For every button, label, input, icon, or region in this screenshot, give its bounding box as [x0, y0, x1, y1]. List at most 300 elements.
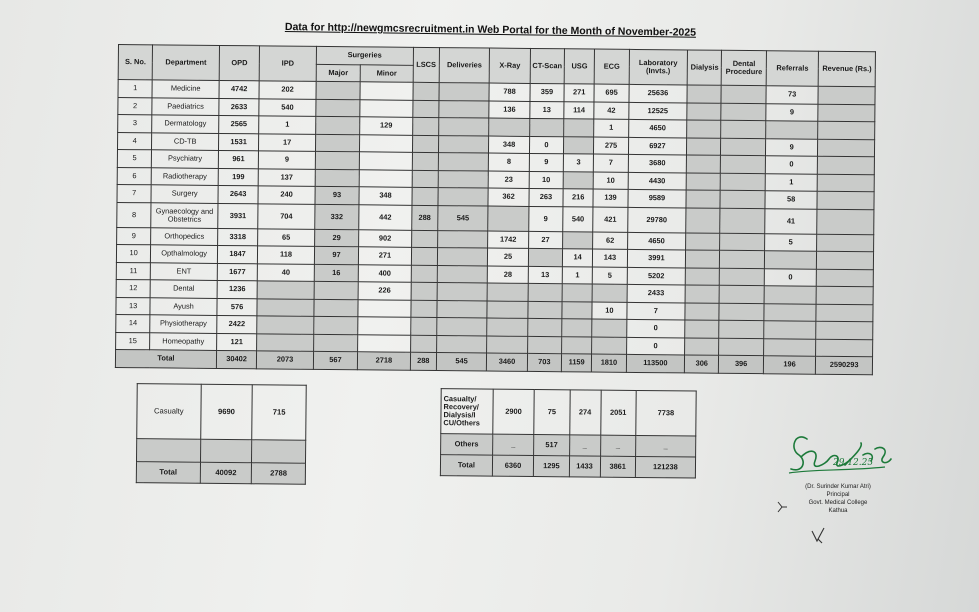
cell-xray: 136 [489, 101, 530, 119]
total-ecg: 1810 [592, 354, 626, 372]
cell-ct: 359 [530, 83, 564, 101]
handwritten-signature [785, 425, 895, 485]
cell-lscs [413, 82, 439, 100]
casualty-total-ipd: 2788 [252, 463, 306, 485]
header-minor: Minor [360, 64, 413, 82]
cell-ipd: 65 [258, 228, 315, 246]
cell-ecg: 7 [594, 154, 628, 172]
cell-lscs [410, 317, 436, 335]
page-title: Data for http://newgmcsrecruitment.in Web Portal for the Month of November-2025 [284, 21, 697, 39]
cell-dialysis [687, 85, 721, 103]
cell-ct [527, 318, 561, 336]
cell-deliveries [438, 170, 489, 188]
total-minor: 2718 [358, 352, 411, 370]
cell-revenue [817, 234, 874, 252]
cell-dental [719, 338, 764, 356]
cell-ct [528, 248, 562, 266]
cell-major [316, 99, 361, 117]
cell-major: 29 [314, 229, 359, 247]
cell-sno: 4 [117, 132, 151, 150]
cell-usg: 114 [564, 101, 594, 119]
cell-lab: 3680 [628, 154, 687, 172]
summary-total-row [440, 455, 695, 478]
cell-lab: 6927 [628, 137, 687, 155]
signature-block [790, 483, 886, 515]
cell-dialysis [687, 137, 721, 155]
header-deliveries: Deliveries [439, 48, 490, 83]
cell-dental [720, 190, 765, 208]
handwritten-arrow-mark [775, 500, 789, 514]
total-dental: 396 [719, 355, 764, 373]
cell-minor: 348 [359, 187, 412, 205]
cell-sno: 5 [117, 149, 151, 167]
cell-dental [721, 173, 766, 191]
cell-ct: 9 [529, 153, 563, 171]
cell-xray [487, 301, 528, 319]
cell-deliveries [436, 335, 487, 353]
cell-dental [721, 85, 766, 103]
investigations-summary-table [440, 388, 697, 478]
total-lab: 113500 [626, 354, 685, 372]
cell-ipd: 240 [258, 186, 315, 204]
total-deliveries: 545 [436, 353, 487, 371]
cell-deliveries [438, 135, 489, 153]
total-lscs: 288 [410, 352, 436, 370]
cell-lab: 0 [626, 337, 685, 355]
cell-referrals: 9 [766, 103, 819, 121]
casualty-row [137, 384, 307, 441]
header-revenue: Revenue (Rs.) [818, 51, 875, 87]
cell-xray: 788 [489, 83, 530, 101]
cell-revenue [817, 251, 874, 269]
cell-dept: Paediatrics [152, 97, 219, 115]
cell-ecg: 695 [594, 84, 628, 102]
cell-opd: 576 [217, 298, 258, 316]
cell-minor [358, 299, 411, 317]
cell-revenue [817, 209, 874, 235]
cell-referrals: 73 [766, 86, 819, 104]
cell-dialysis [685, 337, 719, 355]
cell-revenue [818, 139, 875, 157]
cell-ct: 0 [529, 136, 563, 154]
cell-dialysis [686, 207, 721, 232]
cell-xray: 23 [489, 171, 530, 189]
cell-deliveries [437, 300, 488, 318]
cell-lscs [412, 117, 438, 135]
cell-minor [360, 99, 413, 117]
cell-lscs [412, 170, 438, 188]
cell-xray [487, 283, 528, 301]
cell-ct [529, 118, 563, 136]
cell-major [314, 281, 359, 299]
cell-lab: 7 [627, 302, 686, 320]
cell-ct [528, 283, 562, 301]
total-dialysis: 306 [685, 355, 719, 373]
cell-dept: Surgery [151, 185, 218, 203]
cell-minor: 226 [358, 282, 411, 300]
cell-major: 332 [315, 204, 360, 229]
cell-ipd [257, 281, 314, 299]
cell-ipd: 17 [259, 133, 316, 151]
cell-ipd: 704 [258, 203, 315, 229]
cell-opd: 2565 [219, 115, 260, 133]
summary-others-ct: 517 [534, 434, 569, 455]
cell-sno: 7 [117, 184, 151, 202]
cell-ecg: 5 [593, 267, 627, 285]
cell-major: 93 [315, 186, 360, 204]
cell-referrals: 41 [765, 208, 818, 234]
cell-revenue [816, 321, 873, 339]
cell-usg: 540 [563, 206, 594, 231]
cell-referrals: 0 [764, 268, 817, 286]
cell-usg: 1 [562, 266, 592, 284]
cell-dept: Ayush [150, 297, 217, 315]
cell-lscs [413, 100, 439, 118]
cell-lab: 29780 [627, 207, 686, 233]
cell-sno: 15 [116, 332, 150, 350]
cell-opd: 1531 [218, 133, 259, 151]
cell-revenue [817, 174, 874, 192]
cell-sno: 1 [118, 79, 152, 97]
cell-revenue [818, 86, 875, 104]
summary-total-usg: 1433 [569, 456, 600, 477]
cell-minor [360, 152, 413, 170]
cell-revenue [818, 121, 875, 139]
cell-deliveries [438, 153, 489, 171]
cell-opd: 199 [218, 168, 259, 186]
header-row-1 [118, 44, 875, 69]
cell-major: 97 [314, 246, 359, 264]
cell-usg: 216 [563, 189, 593, 207]
summary-others-lab: _ [635, 435, 695, 457]
cell-sno: 14 [116, 314, 150, 332]
cell-lscs [411, 230, 437, 248]
cell-usg [564, 119, 594, 137]
cell-ipd: 137 [258, 168, 315, 186]
cell-usg [562, 319, 592, 337]
cell-referrals [764, 286, 817, 304]
header-opd: OPD [219, 45, 260, 80]
cell-usg [564, 136, 594, 154]
cell-lab: 12525 [628, 102, 687, 120]
cell-ecg [592, 319, 626, 337]
cell-dept: Medicine [152, 80, 219, 98]
cell-lscs [412, 135, 438, 153]
summary-casualty-row [441, 389, 696, 436]
cell-lab: 4650 [627, 232, 686, 250]
cell-revenue [816, 304, 873, 322]
cell-dialysis [686, 232, 720, 250]
cell-lscs [412, 152, 438, 170]
casualty-ipd: 715 [252, 385, 306, 441]
cell-ipd [257, 316, 314, 334]
cell-dept: Radiotherapy [151, 167, 218, 185]
cell-referrals: 0 [765, 156, 818, 174]
cell-ecg: 62 [593, 232, 627, 250]
cell-usg [563, 231, 593, 249]
total-ipd: 2073 [257, 351, 314, 369]
cell-ipd: 40 [258, 263, 315, 281]
total-major: 567 [313, 351, 358, 369]
cell-ct: 27 [528, 231, 562, 249]
cell-lscs [411, 265, 437, 283]
cell-lab: 9589 [628, 189, 687, 207]
cell-sno: 11 [116, 262, 150, 280]
cell-deliveries [437, 248, 488, 266]
casualty-spacer [252, 440, 306, 464]
header-surgeries: Surgeries [316, 46, 413, 64]
cell-opd: 1847 [217, 245, 258, 263]
header-dialysis: Dialysis [687, 50, 722, 85]
cell-dept: Orthopedics [151, 227, 218, 245]
cell-deliveries [438, 188, 489, 206]
cell-ct [528, 301, 562, 319]
summary-casualty-label: Casualty/ Recovery/ Dialysis/I CU/Others [441, 389, 493, 434]
cell-lab: 2433 [627, 284, 686, 302]
cell-major [314, 316, 359, 334]
cell-dental [721, 155, 766, 173]
cell-sno: 6 [117, 167, 151, 185]
cell-xray [489, 118, 530, 136]
cell-dental [720, 250, 765, 268]
cell-dental [721, 120, 766, 138]
cell-major: 16 [314, 264, 359, 282]
header-xray: X-Ray [490, 48, 531, 83]
cell-usg [562, 284, 592, 302]
cell-xray: 28 [488, 266, 529, 284]
cell-opd: 961 [218, 150, 259, 168]
cell-major [315, 169, 360, 187]
cell-minor: 271 [359, 247, 412, 265]
cell-minor: 902 [359, 229, 412, 247]
header-usg: USG [564, 49, 595, 84]
header-department: Department [152, 45, 219, 81]
summary-casualty-ecg: 2051 [600, 390, 636, 435]
cell-lscs [411, 282, 437, 300]
cell-dialysis [685, 285, 719, 303]
cell-xray [487, 336, 528, 354]
casualty-spacer-row [137, 439, 306, 464]
cell-lab: 5202 [627, 267, 686, 285]
cell-lab: 0 [626, 319, 685, 337]
header-ecg: ECG [594, 49, 629, 84]
total-ct: 703 [527, 353, 561, 371]
cell-ecg: 10 [592, 302, 626, 320]
summary-casualty-ct: 75 [534, 389, 570, 434]
cell-usg: 3 [563, 154, 593, 172]
handwritten-initial-mark [808, 525, 830, 547]
cell-usg [562, 336, 592, 354]
cell-ecg [592, 337, 626, 355]
cell-revenue [816, 286, 873, 304]
cell-sno: 10 [116, 244, 150, 262]
cell-dept: Gynaecology and Obstetrics [151, 202, 218, 228]
header-major: Major [316, 64, 361, 82]
header-dental-procedure: Dental Procedure [722, 50, 767, 85]
summary-others-row [441, 434, 696, 457]
summary-total-label: Total [440, 455, 492, 476]
cell-deliveries [437, 265, 488, 283]
summary-total-ct: 1295 [534, 455, 569, 476]
cell-deliveries [437, 283, 488, 301]
cell-lscs [412, 187, 438, 205]
cell-ecg: 275 [594, 137, 628, 155]
cell-deliveries [437, 318, 488, 336]
cell-major [313, 334, 358, 352]
cell-minor: 129 [360, 117, 413, 135]
main-table-body [116, 79, 876, 356]
summary-total-xray: 6360 [492, 455, 534, 476]
signatory-place: Kathua [828, 508, 848, 515]
cell-xray: 348 [489, 136, 530, 154]
summary-casualty-lab: 7738 [636, 390, 697, 436]
cell-referrals: 5 [764, 233, 817, 251]
casualty-table [136, 383, 307, 485]
cell-referrals [764, 251, 817, 269]
cell-dialysis [686, 172, 720, 190]
cell-opd: 1677 [217, 263, 258, 281]
cell-usg: 271 [564, 84, 594, 102]
cell-referrals: 1 [765, 173, 818, 191]
cell-lab: 4430 [628, 172, 687, 190]
casualty-opd: 9690 [200, 384, 252, 439]
cell-dept: Homeopathy [150, 332, 217, 350]
casualty-total-label: Total [136, 462, 200, 484]
summary-others-label: Others [441, 434, 493, 455]
cell-minor: 400 [358, 264, 411, 282]
signatory-name: (Dr. Surinder Kumar Atri) [805, 484, 871, 490]
cell-xray [488, 206, 529, 231]
signatory-org: Govt. Medical College [808, 500, 868, 507]
cell-deliveries: 545 [438, 205, 489, 230]
header-ipd: IPD [259, 46, 316, 82]
cell-xray: 362 [488, 188, 529, 206]
cell-revenue [817, 269, 874, 287]
cell-ipd [257, 298, 314, 316]
cell-deliveries [439, 100, 490, 118]
casualty-spacer [137, 439, 201, 463]
cell-xray: 1742 [488, 231, 529, 249]
cell-sno: 8 [117, 202, 152, 227]
header-sno: S. No. [118, 44, 153, 79]
cell-dialysis [687, 102, 721, 120]
cell-ipd: 9 [259, 151, 316, 169]
cell-ct: 13 [528, 266, 562, 284]
signature-date: 29.12.25 [833, 458, 874, 468]
cell-ipd: 1 [259, 116, 316, 134]
cell-dialysis [686, 250, 720, 268]
cell-major [314, 299, 359, 317]
casualty-spacer [200, 439, 252, 462]
cell-ecg [592, 284, 626, 302]
total-usg: 1159 [561, 354, 591, 372]
cell-ipd: 540 [259, 98, 316, 116]
cell-xray [487, 318, 528, 336]
total-referrals: 196 [763, 356, 816, 374]
cell-ipd: 118 [258, 246, 315, 264]
summary-total-ecg: 3861 [600, 456, 635, 477]
cell-dental [719, 320, 764, 338]
cell-referrals [763, 338, 816, 356]
total-opd: 30402 [216, 350, 257, 368]
cell-dialysis [686, 155, 720, 173]
cell-revenue [818, 156, 875, 174]
cell-major [315, 134, 360, 152]
cell-ct: 13 [530, 101, 564, 119]
cell-dental [719, 303, 764, 321]
total-revenue: 2590293 [816, 356, 873, 374]
cell-ct [527, 336, 561, 354]
cell-ipd: 202 [259, 81, 316, 99]
cell-ecg: 143 [593, 249, 627, 267]
cell-lab: 3991 [627, 249, 686, 267]
cell-minor: 442 [359, 204, 412, 230]
cell-opd: 2422 [217, 315, 258, 333]
summary-others-ecg: _ [600, 435, 635, 456]
cell-ct: 263 [529, 188, 563, 206]
cell-lab: 4650 [628, 119, 687, 137]
cell-dental [720, 233, 765, 251]
total-label: Total [115, 349, 216, 367]
cell-opd: 121 [216, 333, 257, 351]
cell-referrals [766, 121, 819, 139]
cell-dept: Dermatology [152, 115, 219, 133]
cell-dialysis [685, 302, 719, 320]
cell-opd: 3931 [218, 203, 259, 228]
cell-dept: ENT [151, 262, 218, 280]
cell-usg [562, 301, 592, 319]
cell-dialysis [685, 267, 719, 285]
cell-referrals: 58 [765, 191, 818, 209]
cell-lscs [411, 300, 437, 318]
header-ct-scan: CT-Scan [530, 48, 565, 83]
cell-dept: Psychiatry [152, 150, 219, 168]
cell-opd: 3318 [218, 228, 259, 246]
cell-dental [721, 103, 766, 121]
cell-dept: CD-TB [152, 132, 219, 150]
cell-sno: 9 [117, 227, 151, 245]
cell-opd: 2633 [219, 98, 260, 116]
summary-others-usg: _ [569, 435, 600, 456]
cell-sno: 13 [116, 297, 150, 315]
cell-dental [720, 285, 765, 303]
cell-ipd [257, 333, 314, 351]
cell-minor [359, 169, 412, 187]
cell-lscs [410, 335, 436, 353]
header-laboratory: Laboratory (Invts.) [629, 49, 688, 85]
cell-sno: 12 [116, 279, 150, 297]
cell-referrals: 9 [765, 138, 818, 156]
total-xray: 3460 [487, 353, 528, 371]
cell-xray: 8 [489, 153, 530, 171]
cell-dept: Dental [150, 280, 217, 298]
cell-revenue [817, 191, 874, 209]
cell-referrals [764, 321, 817, 339]
cell-minor [358, 334, 411, 352]
cell-ecg: 139 [593, 189, 627, 207]
header-lscs: LSCS [413, 47, 440, 82]
cell-lab: 25636 [629, 84, 688, 102]
cell-ecg: 1 [594, 119, 628, 137]
summary-total-lab: 121238 [635, 456, 695, 478]
cell-usg [563, 171, 593, 189]
cell-major [316, 81, 361, 99]
cell-dept: Physiotherapy [150, 315, 217, 333]
cell-dental [720, 268, 765, 286]
casualty-total-opd: 40092 [200, 462, 252, 483]
cell-deliveries [439, 83, 490, 101]
cell-ecg: 42 [594, 102, 628, 120]
